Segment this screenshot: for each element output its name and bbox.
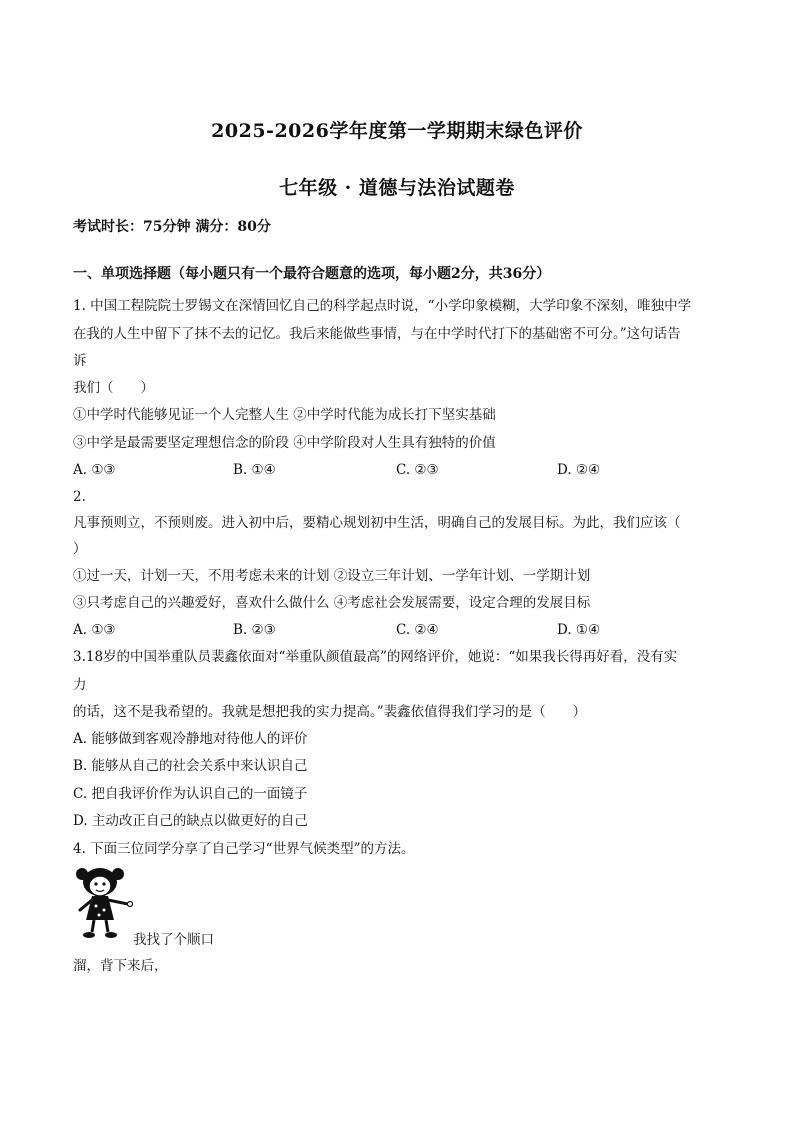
q3-line3: 的话，这不是我希望的。我就是想把我的实力提高。”裴鑫依值得我们学习的是（ ）: [73, 704, 587, 720]
q3-option-a[interactable]: A. 能够做到客观冷静地对待他人的评价: [73, 731, 308, 747]
q2-statement-2: ③只考虑自己的兴趣爱好，喜欢什么做什么 ④考虑社会发展需要，设定合理的发展目标: [73, 595, 591, 611]
q2-option-b[interactable]: B. ②③: [233, 622, 276, 638]
q3-option-c[interactable]: C. 把自我评价作为认识自己的一面镜子: [73, 786, 308, 802]
q1-statement-2: ③中学是最需要坚定理想信念的阶段 ④中学阶段对人生具有独特的价值: [73, 435, 496, 451]
q1-option-c[interactable]: C. ②③: [396, 462, 439, 478]
q3-line2: 力: [73, 677, 87, 693]
q3-line1: 3.18岁的中国举重队员裴鑫依面对“举重队颜值最高”的网络评价，她说：“如果我长得再好看，没有实: [73, 649, 678, 665]
q2-option-a[interactable]: A. ①③: [73, 622, 116, 638]
section-heading: 一、单项选择题（每小题只有一个最符合题意的选项，每小题2分，共36分）: [73, 266, 551, 282]
q4-line2: 溜，背下来后，: [73, 958, 168, 974]
q1-line1: 1. 中国工程院院士罗锡文在深情回忆自己的科学起点时说，“小学印象模糊，大学印象不深刻，唯独中学: [73, 298, 692, 314]
q4-line1: 4. 下面三位同学分享了自己学习“世界气候类型”的方法。: [73, 841, 415, 857]
q1-option-d[interactable]: D. ②④: [557, 462, 601, 478]
q1-statement-1: ①中学时代能够见证一个人完整人生 ②中学时代能为成长打下坚实基础: [73, 407, 496, 423]
q1-line3: 诉: [73, 353, 87, 369]
q2-option-c[interactable]: C. ②④: [396, 622, 439, 638]
q2-statement-1: ①过一天，计划一天，不用考虑未来的计划 ②设立三年计划、一学年计划、一学期计划: [73, 568, 591, 584]
exam-title: 2025-2026学年度第一学期期末绿色评价: [211, 120, 583, 142]
q2-line3: ）: [73, 541, 87, 557]
girl-cartoon-figure: [70, 864, 134, 942]
exam-subtitle: 七年级 · 道德与法治试题卷: [279, 177, 515, 199]
q2-option-d[interactable]: D. ①④: [557, 622, 601, 638]
q1-line2: 在我的人生中留下了抹不去的记忆。我后来能做些事情，与在中学时代打下的基础密不可分。”这句话告: [73, 326, 681, 342]
q3-option-d[interactable]: D. 主动改正自己的缺点以做更好的自己: [73, 813, 308, 829]
q1-option-b[interactable]: B. ①④: [233, 462, 276, 478]
q4-figure-caption: 我找了个顺口: [133, 932, 214, 948]
q1-line4: 我们（ ）: [73, 380, 154, 396]
q2-line2: 凡事预则立，不预则废。进入初中后，要精心规划初中生活，明确自己的发展目标。为此，我们应该（: [73, 515, 681, 531]
q1-option-a[interactable]: A. ①③: [73, 462, 116, 478]
exam-info: 考试时长：75分钟 满分：80分: [73, 219, 271, 235]
q3-option-b[interactable]: B. 能够从自己的社会关系中来认识自己: [73, 758, 308, 774]
q2-line1: 2.: [73, 489, 86, 505]
